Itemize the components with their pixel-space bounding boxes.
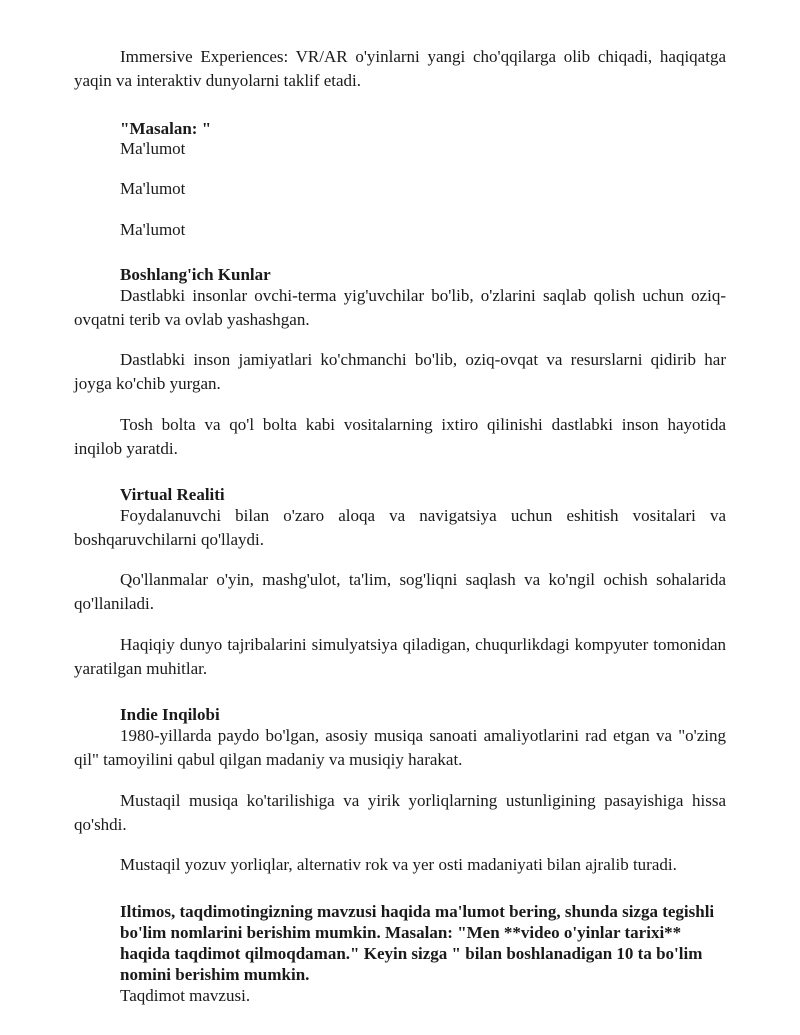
section-heading: Virtual Realiti bbox=[120, 485, 225, 504]
section-paragraph: Tosh bolta va qo'l bolta kabi vositalarning ixtiro qilinishi dastlabki inson hayotida inqilob yaratdi. bbox=[74, 415, 726, 458]
example-item: Ma'lumot bbox=[120, 220, 186, 239]
section-paragraph: Mustaqil musiqa ko'tarilishiga va yirik yorliqlarning ustunligining pasayishiga hissa qo'shdi. bbox=[74, 791, 726, 834]
section-heading: Indie Inqilobi bbox=[120, 705, 220, 724]
section-heading: Boshlang'ich Kunlar bbox=[120, 265, 271, 284]
example-item: Ma'lumot bbox=[120, 179, 186, 198]
intro-paragraph: Immersive Experiences: VR/AR o'yinlarni yangi cho'qqilarga olib chiqadi, haqiqatga yaqin va interaktiv dunyolarni taklif etadi. bbox=[74, 47, 726, 90]
footer-text: Taqdimot mavzusi. bbox=[120, 986, 251, 1005]
example-heading: "Masalan: " bbox=[120, 119, 212, 138]
section-paragraph: Haqiqiy dunyo tajribalarini simulyatsiya qiladigan, chuqurlikdagi kompyuter tomonidan yaratilgan muhitlar. bbox=[74, 635, 726, 678]
section-paragraph: Foydalanuvchi bilan o'zaro aloqa va navigatsiya uchun eshitish vositalari va boshqaruvchilarni qo'llaydi. bbox=[74, 506, 726, 549]
section-paragraph: 1980-yillarda paydo bo'lgan, asosiy musiqa sanoati amaliyotlarini rad etgan va "o'zing qil" tamoyilini qabul qilgan madaniy va musiqiy harakat. bbox=[74, 726, 726, 769]
prompt-text: Iltimos, taqdimotingizning mavzusi haqida ma'lumot bering, shunda sizga tegishli bo'lim nomlarini berishim mumkin. Masalan: "Men **video o'yinlar tarixi** haqida taqdimot qilmoqdaman." Keyin sizga " bilan boshlanadigan 10 ta bo'lim nomini berishim mumkin. bbox=[120, 902, 715, 984]
section-paragraph: Mustaqil yozuv yorliqlar, alternativ rok va yer osti madaniyati bilan ajralib turadi. bbox=[120, 855, 677, 874]
section-paragraph: Dastlabki insonlar ovchi-terma yig'uvchilar bo'lib, o'zlarini saqlab qolish uchun oziq-ovqatni terib va ovlab yashashgan. bbox=[74, 286, 726, 329]
section-paragraph: Dastlabki inson jamiyatlari ko'chmanchi bo'lib, oziq-ovqat va resurslarni qidirib har joyga ko'chib yurgan. bbox=[74, 350, 726, 393]
example-item: Ma'lumot bbox=[120, 139, 186, 158]
section-paragraph: Qo'llanmalar o'yin, mashg'ulot, ta'lim, sog'liqni saqlash va ko'ngil ochish sohalarida qo'llaniladi. bbox=[74, 570, 726, 613]
